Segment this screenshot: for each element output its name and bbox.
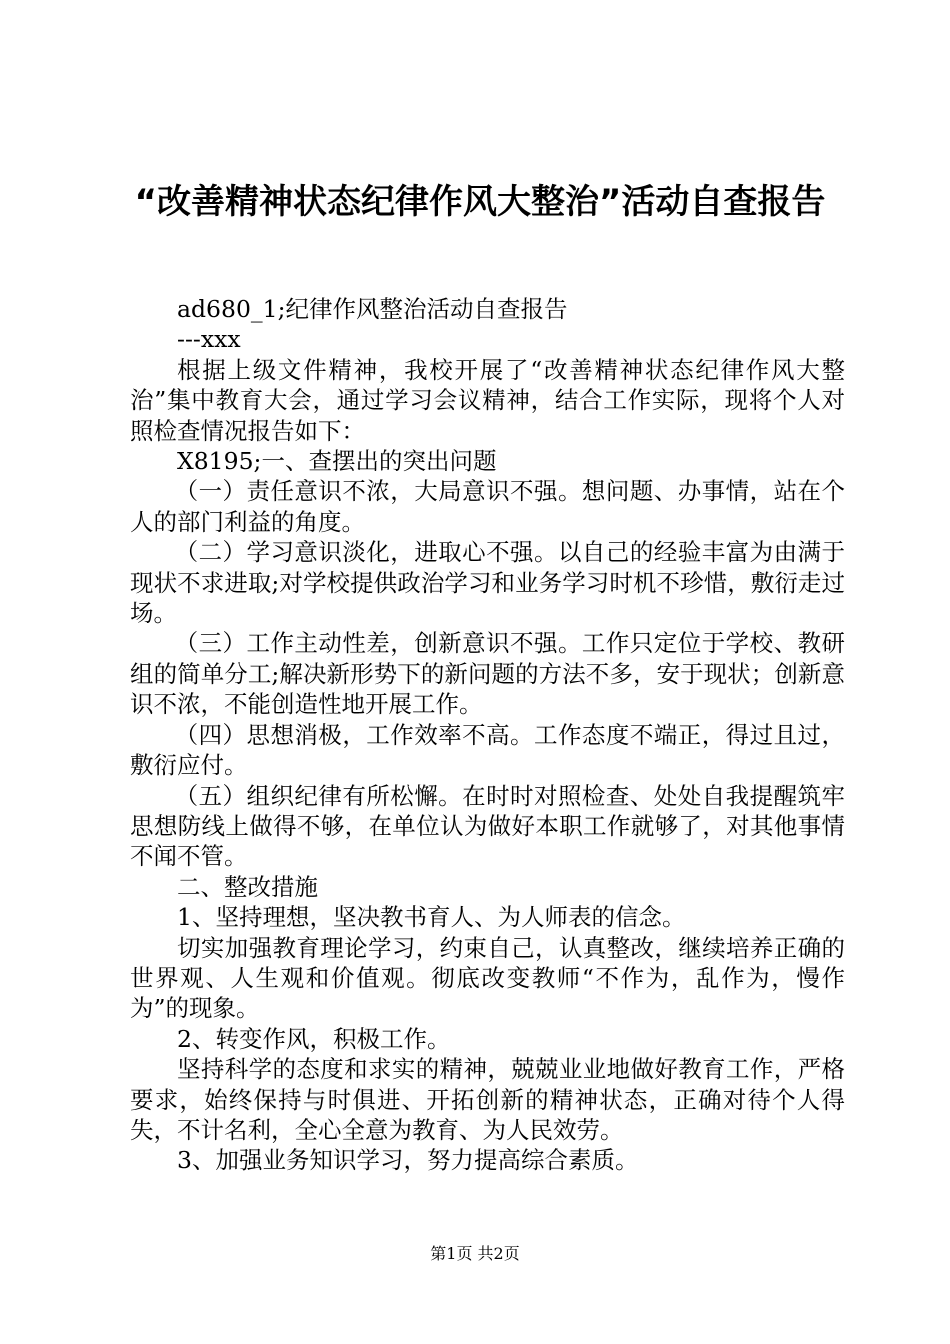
subsection-heading: 3、加强业务知识学习，努力提高综合素质。 — [177, 1146, 639, 1175]
doc-paragraph: （二）学习意识淡化，进取心不强。以自己的经验丰富为由满于现状不求进取;对学校提供政治学习和业务学习时机不珍惜，敷衍走过场。 — [130, 538, 845, 628]
document-body — [130, 294, 845, 1176]
section-heading: 二、整改措施 — [177, 872, 318, 901]
doc-author: ---xxx — [177, 325, 241, 354]
doc-paragraph: 根据上级文件精神，我校开展了“改善精神状态纪律作风大整治”集中教育大会，通过学习会议精神，结合工作实际，现将个人对照检查情况报告如下： — [130, 355, 845, 445]
doc-paragraph: （一）责任意识不浓，大局意识不强。想问题、办事情，站在个人的部门利益的角度。 — [130, 477, 845, 536]
doc-paragraph: 切实加强教育理论学习，约束自己，认真整改，继续培养正确的世界观、人生观和价值观。彻底改变教师“不作为，乱作为，慢作为”的现象。 — [130, 933, 845, 1023]
doc-subtitle: ad680_1;纪律作风整治活动自查报告 — [177, 295, 568, 323]
doc-paragraph: （五）组织纪律有所松懈。在时时对照检查、处处自我提醒筑牢思想防线上做得不够，在单位认为做好本职工作就够了，对其他事情不闻不管。 — [130, 781, 845, 871]
doc-paragraph: （三）工作主动性差，创新意识不强。工作只定位于学校、教研组的简单分工;解决新形势下的新问题的方法不多，安于现状；创新意识不浓，不能创造性地开展工作。 — [130, 629, 845, 719]
doc-paragraph: （四）思想消极，工作效率不高。工作态度不端正，得过且过，敷衍应付。 — [130, 720, 845, 780]
doc-paragraph: 坚持科学的态度和求实的精神，兢兢业业地做好教育工作，严格要求，始终保持与时俱进、开拓创新的精神状态，正确对待个人得失，不计名利，全心全意为教育、为人民效劳。 — [130, 1055, 845, 1144]
section-heading: X8195;一、查摆出的突出问题 — [177, 447, 497, 476]
page-number: 第1页 共2页 — [430, 1244, 520, 1263]
subsection-heading: 1、坚持理想，坚决教书育人、为人师表的信念。 — [177, 903, 686, 932]
document-title: “改善精神状态纪律作风大整治”活动自查报告 — [134, 182, 826, 222]
subsection-heading: 2、转变作风，积极工作。 — [177, 1024, 451, 1053]
